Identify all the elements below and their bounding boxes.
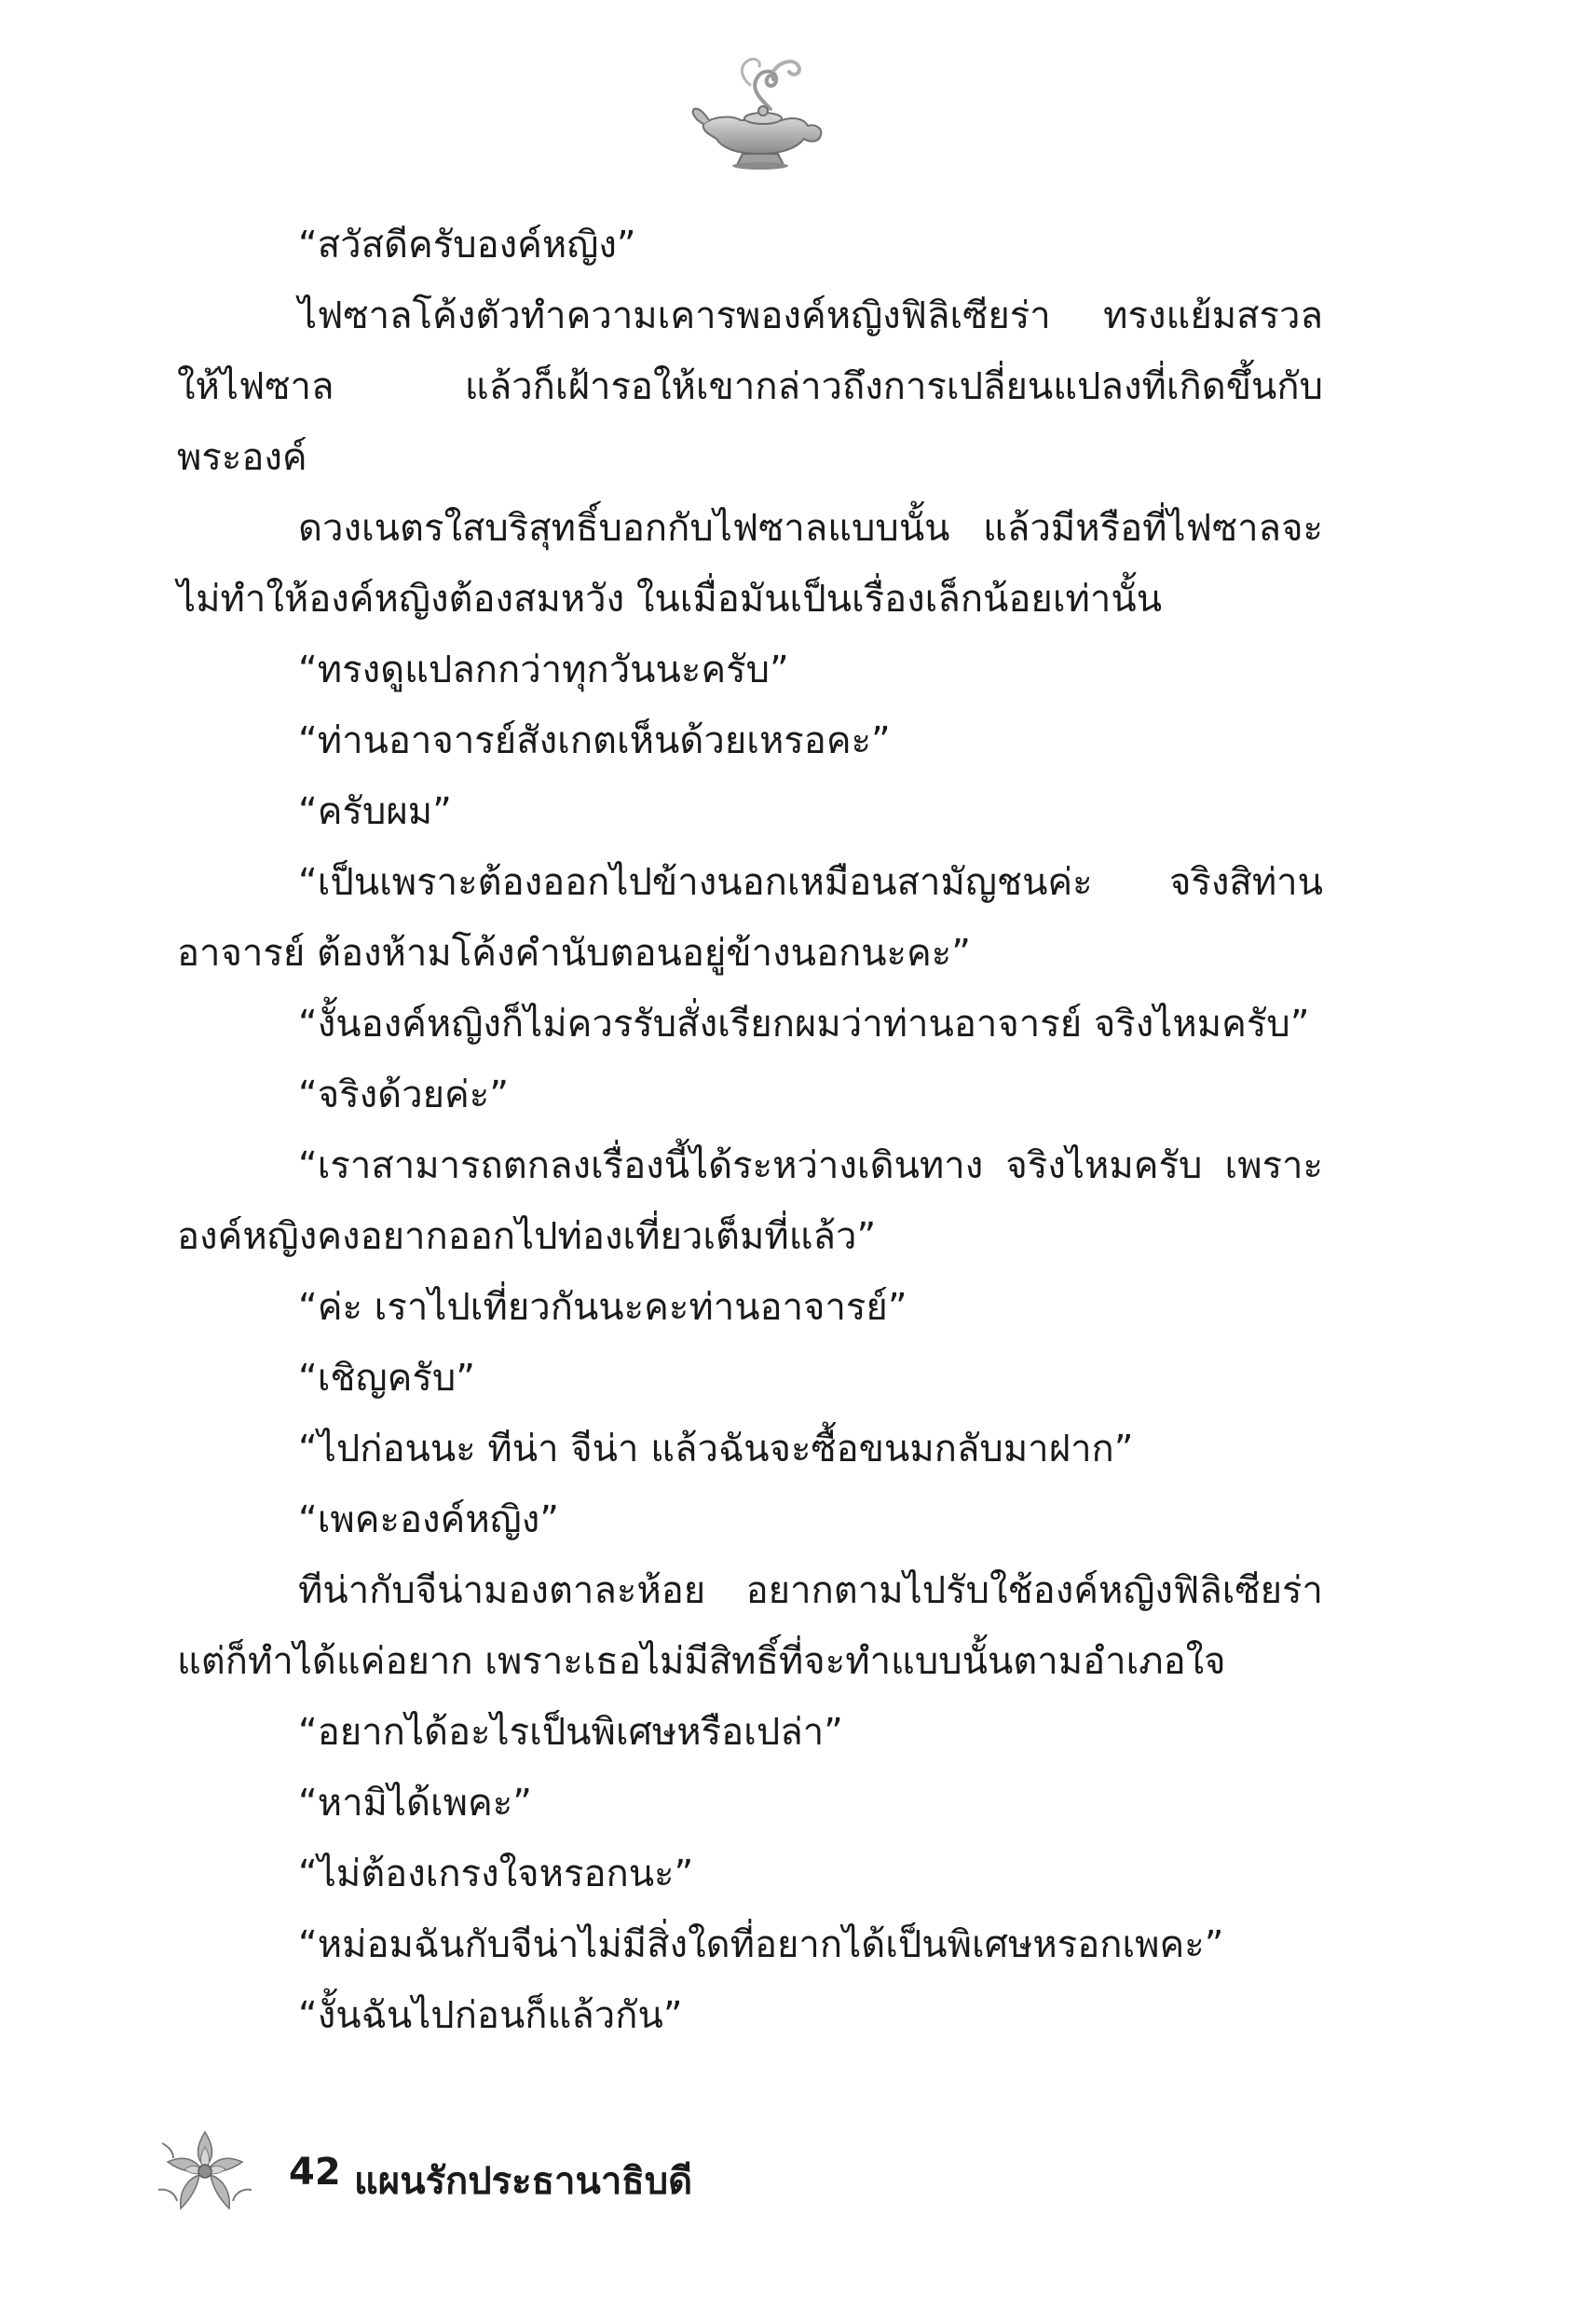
genie-lamp-icon [685,51,834,172]
dialogue-line: “อยากได้อะไรเป็นพิเศษหรือเปล่า” [298,1711,843,1754]
dialogue-line: “เป็นเพราะต้องออกไปข้างนอกเหมือนสามัญชนค่ะ จริงสิท่านอาจารย์ ต้องห้ามโค้งคำนับตอนอยู่ข้างนอกนะคะ” [177,861,1323,975]
dialogue-line: “จริงด้วยค่ะ” [298,1073,510,1116]
dialogue-line: “ท่านอาจารย์สังเกตเห็นด้วยเหรอคะ” [298,719,891,762]
narration-paragraph: ดวงเนตรใสบริสุทธิ์บอกกับไฟซาลแบบนั้น แล้วมีหรือที่ไฟซาลจะไม่ทำให้องค์หญิงต้องสมหวัง ในเมื่อมันเป็นเรื่องเล็กน้อยเท่านั้น [177,507,1323,621]
dialogue-line: “ไม่ต้องเกรงใจหรอกนะ” [298,1853,694,1895]
dialogue-line: “งั้นฉันไปก่อนก็แล้วกัน” [298,1994,683,2037]
dialogue-line: “เพคะองค์หญิง” [298,1498,560,1541]
book-title: แผนรักประธานาธิบดี [354,2160,693,2203]
dialogue-line: “ค่ะ เราไปเที่ยวกันนะคะท่านอาจารย์” [298,1286,907,1329]
dialogue-line: “สวัสดีครับองค์หญิง” [298,224,636,267]
dialogue-line: “หามิได้เพคะ” [298,1782,533,1825]
dialogue-line: “เชิญครับ” [298,1357,475,1400]
dialogue-line: “เราสามารถตกลงเรื่องนี้ได้ระหว่างเดินทาง จริงไหมครับ เพราะองค์หญิงคงอยากออกไปท่องเที่ยวเต็มที่แล้ว” [177,1144,1323,1258]
narration-paragraph: ไฟซาลโค้งตัวทำความเคารพองค์หญิงฟิลิเซียร่า ทรงแย้มสรวลให้ไฟซาล แล้วก็เฝ้ารอให้เขากล่าวถึงการเปลี่ยนแปลงที่เกิดขึ้นกับพระองค์ [177,294,1323,479]
dialogue-line: “ทรงดูแปลกกว่าทุกวันนะครับ” [298,649,789,691]
chapter-body [177,210,1323,2051]
dialogue-line: “งั้นองค์หญิงก็ไม่ควรรับสั่งเรียกผมว่าท่านอาจารย์ จริงไหมครับ” [298,1003,1310,1046]
flower-icon [149,2115,261,2227]
page-footer [149,2115,801,2246]
page-number: 42 [289,2151,341,2194]
narration-paragraph: ทีน่ากับจีน่ามองตาละห้อย อยากตามไปรับใช้องค์หญิงฟิลิเซียร่าแต่ก็ทำได้แค่อยาก เพราะเธอไม่มีสิทธิ์ที่จะทำแบบนั้นตามอำเภอใจ [177,1569,1323,1683]
dialogue-line: “ครับผม” [298,790,452,833]
dialogue-line: “ไปก่อนนะ ทีน่า จีน่า แล้วฉันจะซื้อขนมกลับมาฝาก” [298,1428,1134,1470]
dialogue-line: “หม่อมฉันกับจีน่าไม่มีสิ่งใดที่อยากได้เป็นพิเศษหรอกเพคะ” [298,1923,1224,1966]
